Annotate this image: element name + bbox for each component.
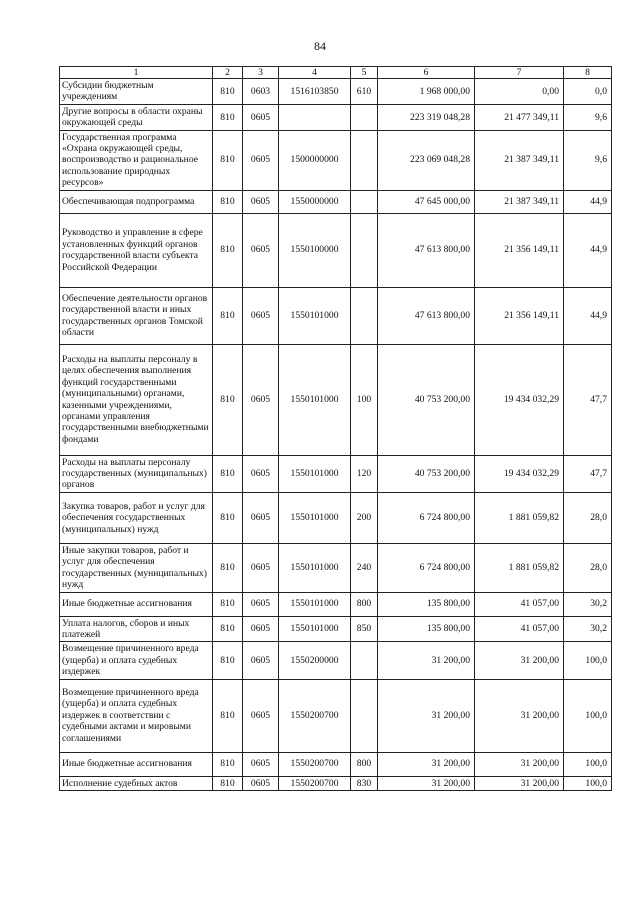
table-row bbox=[60, 190, 612, 213]
cell-target-code: 1550200700 bbox=[279, 752, 351, 776]
cell-name: Уплата налогов, сборов и иных платежей bbox=[60, 616, 213, 642]
table-row bbox=[60, 287, 612, 344]
cell-section-code: 0605 bbox=[243, 130, 279, 190]
cell-percent: 44,9 bbox=[564, 213, 612, 287]
cell-admin-code: 810 bbox=[213, 592, 243, 616]
cell-name: Руководство и управление в сфере установленных функций органов государственной власти субъекта Российской Федерации bbox=[60, 213, 213, 287]
cell-name: Обеспечивающая подпрограмма bbox=[60, 190, 213, 213]
cell-percent: 0,0 bbox=[564, 79, 612, 105]
cell-target-code: 1550200700 bbox=[279, 776, 351, 790]
cell-section-code: 0605 bbox=[243, 776, 279, 790]
cell-percent: 28,0 bbox=[564, 543, 612, 592]
cell-percent: 100,0 bbox=[564, 776, 612, 790]
column-header: 3 bbox=[243, 67, 279, 79]
cell-executed-amount: 0,00 bbox=[475, 79, 564, 105]
column-header: 7 bbox=[475, 67, 564, 79]
cell-name: Возмещение причиненного вреда (ущерба) и оплата судебных издержек в соответствии с судебными актами и мировыми соглашениями bbox=[60, 679, 213, 752]
table-row bbox=[60, 492, 612, 543]
cell-name: Закупка товаров, работ и услуг для обеспечения государственных (муниципальных) нужд bbox=[60, 492, 213, 543]
cell-admin-code: 810 bbox=[213, 776, 243, 790]
cell-name: Субсидии бюджетным учреждениям bbox=[60, 79, 213, 105]
cell-section-code: 0605 bbox=[243, 752, 279, 776]
cell-expense-type bbox=[351, 679, 378, 752]
cell-target-code: 1550101000 bbox=[279, 592, 351, 616]
cell-planned-amount: 47 613 800,00 bbox=[378, 287, 475, 344]
table-row bbox=[60, 616, 612, 642]
cell-executed-amount: 1 881 059,82 bbox=[475, 492, 564, 543]
cell-admin-code: 810 bbox=[213, 344, 243, 455]
cell-executed-amount: 21 477 349,11 bbox=[475, 104, 564, 130]
cell-section-code: 0605 bbox=[243, 190, 279, 213]
table-row bbox=[60, 455, 612, 492]
cell-planned-amount: 31 200,00 bbox=[378, 752, 475, 776]
cell-percent: 44,9 bbox=[564, 287, 612, 344]
cell-planned-amount: 1 968 000,00 bbox=[378, 79, 475, 105]
cell-executed-amount: 21 387 349,11 bbox=[475, 190, 564, 213]
cell-planned-amount: 223 319 048,28 bbox=[378, 104, 475, 130]
cell-target-code: 1500000000 bbox=[279, 130, 351, 190]
cell-executed-amount: 41 057,00 bbox=[475, 616, 564, 642]
cell-expense-type: 240 bbox=[351, 543, 378, 592]
cell-admin-code: 810 bbox=[213, 213, 243, 287]
cell-section-code: 0605 bbox=[243, 492, 279, 543]
cell-executed-amount: 19 434 032,29 bbox=[475, 455, 564, 492]
cell-expense-type bbox=[351, 190, 378, 213]
cell-section-code: 0605 bbox=[243, 592, 279, 616]
table-row bbox=[60, 344, 612, 455]
cell-admin-code: 810 bbox=[213, 679, 243, 752]
cell-percent: 100,0 bbox=[564, 752, 612, 776]
cell-admin-code: 810 bbox=[213, 616, 243, 642]
table-row bbox=[60, 130, 612, 190]
cell-name: Исполнение судебных актов bbox=[60, 776, 213, 790]
cell-expense-type bbox=[351, 104, 378, 130]
cell-admin-code: 810 bbox=[213, 752, 243, 776]
cell-name: Иные бюджетные ассигнования bbox=[60, 592, 213, 616]
column-header: 8 bbox=[564, 67, 612, 79]
cell-name: Расходы на выплаты персоналу в целях обеспечения выполнения функций государственными (муниципальными) органами, казенными учреждениями, органами управления государственными внебюджетными фондами bbox=[60, 344, 213, 455]
cell-executed-amount: 21 387 349,11 bbox=[475, 130, 564, 190]
cell-name: Иные закупки товаров, работ и услуг для обеспечения государственных (муниципальных) нужд bbox=[60, 543, 213, 592]
cell-expense-type: 830 bbox=[351, 776, 378, 790]
cell-percent: 47,7 bbox=[564, 455, 612, 492]
cell-section-code: 0605 bbox=[243, 104, 279, 130]
cell-section-code: 0605 bbox=[243, 213, 279, 287]
column-header: 1 bbox=[60, 67, 213, 79]
cell-target-code: 1550101000 bbox=[279, 344, 351, 455]
cell-section-code: 0605 bbox=[243, 642, 279, 679]
cell-target-code: 1516103850 bbox=[279, 79, 351, 105]
cell-executed-amount: 19 434 032,29 bbox=[475, 344, 564, 455]
cell-expense-type: 850 bbox=[351, 616, 378, 642]
cell-name: Обеспечение деятельности органов государственной власти и иных государственных органов Томской области bbox=[60, 287, 213, 344]
cell-planned-amount: 31 200,00 bbox=[378, 679, 475, 752]
cell-section-code: 0605 bbox=[243, 543, 279, 592]
cell-percent: 47,7 bbox=[564, 344, 612, 455]
cell-admin-code: 810 bbox=[213, 492, 243, 543]
cell-target-code: 1550200700 bbox=[279, 679, 351, 752]
cell-planned-amount: 40 753 200,00 bbox=[378, 455, 475, 492]
cell-admin-code: 810 bbox=[213, 543, 243, 592]
cell-target-code: 1550101000 bbox=[279, 543, 351, 592]
cell-planned-amount: 31 200,00 bbox=[378, 776, 475, 790]
table-row bbox=[60, 543, 612, 592]
cell-percent: 100,0 bbox=[564, 642, 612, 679]
cell-section-code: 0605 bbox=[243, 616, 279, 642]
table-row bbox=[60, 104, 612, 130]
column-header: 2 bbox=[213, 67, 243, 79]
table-row bbox=[60, 213, 612, 287]
cell-expense-type bbox=[351, 213, 378, 287]
cell-expense-type: 120 bbox=[351, 455, 378, 492]
cell-target-code: 1550101000 bbox=[279, 287, 351, 344]
cell-planned-amount: 31 200,00 bbox=[378, 642, 475, 679]
cell-section-code: 0605 bbox=[243, 287, 279, 344]
cell-planned-amount: 135 800,00 bbox=[378, 592, 475, 616]
table-row bbox=[60, 592, 612, 616]
cell-percent: 28,0 bbox=[564, 492, 612, 543]
cell-planned-amount: 135 800,00 bbox=[378, 616, 475, 642]
cell-section-code: 0603 bbox=[243, 79, 279, 105]
cell-planned-amount: 6 724 800,00 bbox=[378, 492, 475, 543]
cell-section-code: 0605 bbox=[243, 455, 279, 492]
cell-name: Иные бюджетные ассигнования bbox=[60, 752, 213, 776]
cell-executed-amount: 31 200,00 bbox=[475, 752, 564, 776]
cell-planned-amount: 47 645 000,00 bbox=[378, 190, 475, 213]
cell-target-code: 1550200000 bbox=[279, 642, 351, 679]
cell-planned-amount: 223 069 048,28 bbox=[378, 130, 475, 190]
cell-expense-type: 800 bbox=[351, 592, 378, 616]
cell-expense-type bbox=[351, 642, 378, 679]
cell-expense-type bbox=[351, 130, 378, 190]
cell-admin-code: 810 bbox=[213, 104, 243, 130]
cell-admin-code: 810 bbox=[213, 642, 243, 679]
table-row bbox=[60, 79, 612, 105]
cell-expense-type: 100 bbox=[351, 344, 378, 455]
cell-planned-amount: 6 724 800,00 bbox=[378, 543, 475, 592]
cell-target-code: 1550101000 bbox=[279, 616, 351, 642]
table-row bbox=[60, 752, 612, 776]
table-row bbox=[60, 679, 612, 752]
cell-name: Возмещение причиненного вреда (ущерба) и оплата судебных издержек bbox=[60, 642, 213, 679]
cell-percent: 9,6 bbox=[564, 104, 612, 130]
cell-executed-amount: 31 200,00 bbox=[475, 642, 564, 679]
cell-executed-amount: 41 057,00 bbox=[475, 592, 564, 616]
cell-section-code: 0605 bbox=[243, 679, 279, 752]
cell-planned-amount: 40 753 200,00 bbox=[378, 344, 475, 455]
table-row bbox=[60, 642, 612, 679]
cell-name: Расходы на выплаты персоналу государственных (муниципальных) органов bbox=[60, 455, 213, 492]
table-row bbox=[60, 776, 612, 790]
cell-executed-amount: 1 881 059,82 bbox=[475, 543, 564, 592]
cell-percent: 100,0 bbox=[564, 679, 612, 752]
cell-section-code: 0605 bbox=[243, 344, 279, 455]
cell-target-code: 1550101000 bbox=[279, 455, 351, 492]
cell-target-code: 1550000000 bbox=[279, 190, 351, 213]
budget-table bbox=[59, 66, 612, 791]
cell-target-code: 1550100000 bbox=[279, 213, 351, 287]
cell-executed-amount: 31 200,00 bbox=[475, 776, 564, 790]
cell-executed-amount: 21 356 149,11 bbox=[475, 213, 564, 287]
cell-admin-code: 810 bbox=[213, 130, 243, 190]
cell-name: Государственная программа «Охрана окружающей среды, воспроизводство и рациональное использование природных ресурсов» bbox=[60, 130, 213, 190]
column-header: 4 bbox=[279, 67, 351, 79]
cell-admin-code: 810 bbox=[213, 79, 243, 105]
table-header-row bbox=[60, 67, 612, 79]
cell-name: Другие вопросы в области охраны окружающей среды bbox=[60, 104, 213, 130]
cell-percent: 9,6 bbox=[564, 130, 612, 190]
cell-executed-amount: 21 356 149,11 bbox=[475, 287, 564, 344]
cell-expense-type bbox=[351, 287, 378, 344]
cell-admin-code: 810 bbox=[213, 287, 243, 344]
cell-percent: 44,9 bbox=[564, 190, 612, 213]
cell-target-code bbox=[279, 104, 351, 130]
cell-planned-amount: 47 613 800,00 bbox=[378, 213, 475, 287]
cell-target-code: 1550101000 bbox=[279, 492, 351, 543]
cell-percent: 30,2 bbox=[564, 592, 612, 616]
cell-admin-code: 810 bbox=[213, 190, 243, 213]
cell-expense-type: 200 bbox=[351, 492, 378, 543]
cell-expense-type: 800 bbox=[351, 752, 378, 776]
cell-expense-type: 610 bbox=[351, 79, 378, 105]
cell-percent: 30,2 bbox=[564, 616, 612, 642]
cell-executed-amount: 31 200,00 bbox=[475, 679, 564, 752]
cell-admin-code: 810 bbox=[213, 455, 243, 492]
column-header: 5 bbox=[351, 67, 378, 79]
column-header: 6 bbox=[378, 67, 475, 79]
page-number: 84 bbox=[314, 39, 326, 53]
